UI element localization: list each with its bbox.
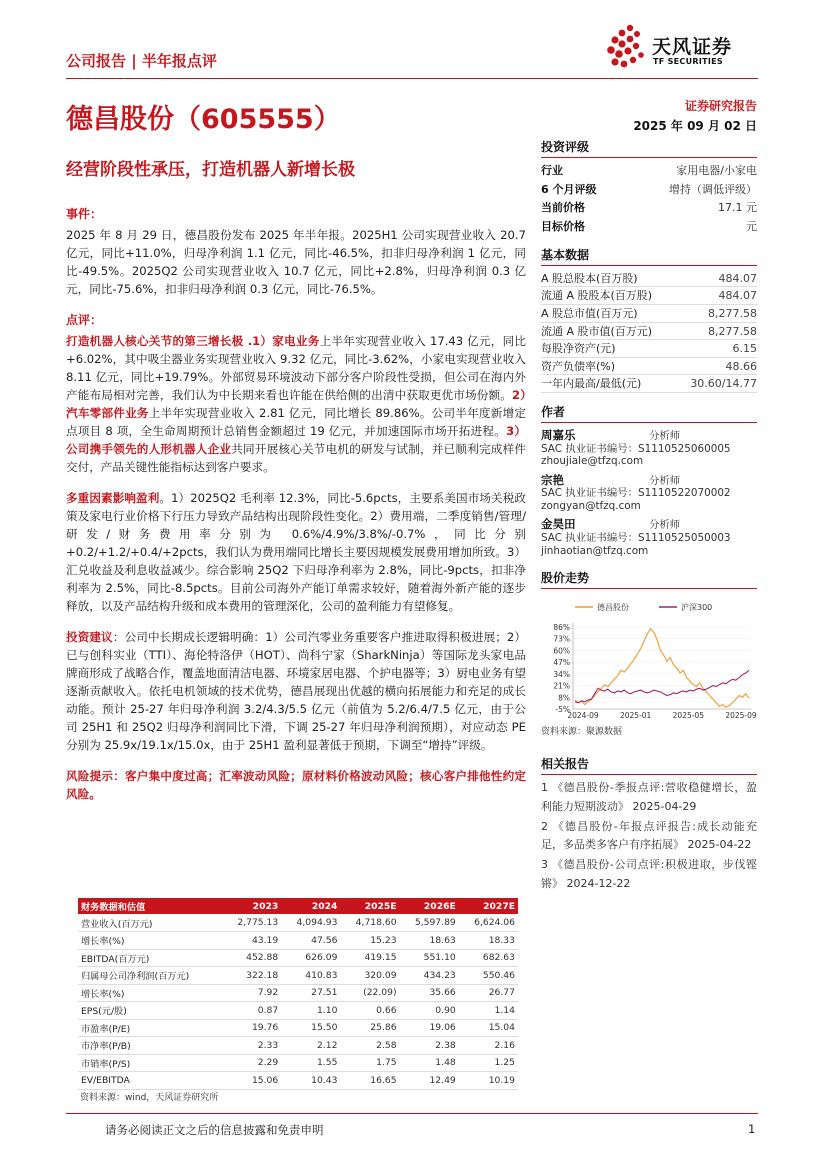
table-cell: 419.15 bbox=[340, 949, 399, 967]
author-name: 宗艳 bbox=[541, 472, 564, 487]
table-cell: 25.86 bbox=[340, 1019, 399, 1037]
legend-label: 德昌股份 bbox=[597, 603, 629, 613]
table-cell: 市销率(P/S) bbox=[78, 1054, 222, 1072]
rating-heading: 投资评级 bbox=[541, 138, 757, 158]
rating-key: 当前价格 bbox=[541, 201, 585, 215]
author-header bbox=[541, 474, 757, 488]
para-text: 上半年实现营业收入 17.43 亿元，同比+6.02%，其中吸尘器业务实现营业收入 9.32 亿元，同比-3.62%，小家电实现营业收入 8.11 亿元，同比+19.79%。外部贸易环境波动下部分客户阶段性受损，但公司在海内外产能布局相对完善，我们认为中长期来看也许能在供给侧的出清中获取更优市场份额。 bbox=[66, 334, 526, 402]
basic-value: 8,277.58 bbox=[708, 306, 757, 320]
related-heading: 相关报告 bbox=[541, 755, 757, 775]
related-report-date: 2024-12-22 bbox=[566, 876, 631, 890]
table-cell: 27.51 bbox=[281, 984, 340, 1002]
y-tick-label: -5% bbox=[555, 705, 570, 715]
table-cell: 1.75 bbox=[340, 1054, 399, 1072]
basic-key: 每股净资产(元) bbox=[541, 342, 616, 356]
table-cell: 15.50 bbox=[281, 1019, 340, 1037]
table-row bbox=[78, 1072, 518, 1090]
table-cell: 2.29 bbox=[222, 1054, 281, 1072]
x-tick-label: 2025-05 bbox=[672, 711, 705, 720]
para-text: 上半年实现营业收入 2.81 亿元，同比增长 89.86%。公司半年度新增定点项目 8 项，全生命周期预计总销售金额超过 19 亿元，并加速国际市场开拓进程。 bbox=[66, 406, 526, 438]
table-cell: 4,718.60 bbox=[340, 914, 399, 932]
related-report-item bbox=[541, 818, 757, 855]
basic-row bbox=[541, 305, 757, 323]
author-role: 分析师 bbox=[649, 519, 681, 532]
table-cell: 1.14 bbox=[459, 1002, 518, 1020]
table-cell: 增长率(%) bbox=[78, 932, 222, 950]
basic-key: A 股总股本(百万股) bbox=[541, 271, 638, 285]
table-header-row bbox=[78, 898, 518, 914]
table-cell: 19.76 bbox=[222, 1019, 281, 1037]
author-cert: SAC 执业证书编号：S1110525060005 bbox=[541, 442, 731, 455]
table-row bbox=[78, 1054, 518, 1072]
author-cert: SAC 执业证书编号：S1110525050003 bbox=[541, 532, 731, 545]
table-row bbox=[78, 984, 518, 1002]
basic-value: 484.07 bbox=[718, 271, 757, 285]
table-cell: 682.63 bbox=[459, 949, 518, 967]
table-row bbox=[78, 1019, 518, 1037]
table-header-cell: 财务数据和估值 bbox=[78, 898, 222, 914]
table-header-cell: 2026E bbox=[400, 898, 459, 914]
x-tick-label: 2025-09 bbox=[725, 711, 757, 720]
chart-source: 资料来源：聚源数据 bbox=[541, 727, 623, 738]
paragraph-investment bbox=[66, 628, 526, 754]
y-tick-label: 8% bbox=[558, 693, 570, 703]
main-text bbox=[66, 205, 526, 816]
table-cell: (22.09) bbox=[340, 984, 399, 1002]
table-cell: EBITDA(百万元) bbox=[78, 949, 222, 967]
basic-row bbox=[541, 340, 757, 358]
table-header-cell: 2027E bbox=[459, 898, 518, 914]
basic-value: 30.60/14.77 bbox=[690, 377, 757, 391]
table-body bbox=[78, 914, 518, 1089]
table-cell: 0.90 bbox=[400, 1002, 459, 1020]
doc-type: 证券研究报告 bbox=[684, 99, 757, 113]
author-email: jinhaotian@tfzq.com bbox=[541, 544, 649, 557]
para-sub-head: 2）汽车零部件业务 bbox=[66, 388, 526, 420]
table-cell: 18.33 bbox=[459, 932, 518, 950]
rating-value: 17.1 元 bbox=[718, 201, 757, 215]
table-header-cell: 2023 bbox=[222, 898, 281, 914]
table-cell: 2.38 bbox=[400, 1037, 459, 1055]
table-cell: 626.09 bbox=[281, 949, 340, 967]
related-report-date: 2025-04-22 bbox=[687, 838, 752, 852]
y-tick-label: 73% bbox=[553, 634, 570, 644]
table-row bbox=[78, 949, 518, 967]
basic-value: 484.07 bbox=[718, 289, 757, 303]
logo-subtext: TF SECURITIES bbox=[653, 57, 723, 66]
rating-row bbox=[541, 181, 757, 200]
table-cell: 434.23 bbox=[400, 967, 459, 985]
footer-divider bbox=[66, 1113, 758, 1114]
rating-key: 6 个月评级 bbox=[541, 182, 597, 196]
author-card bbox=[541, 474, 757, 513]
table-header-cell: 2025E bbox=[340, 898, 399, 914]
series-line-index bbox=[575, 671, 749, 703]
table-cell: 5,597.89 bbox=[400, 914, 459, 932]
basic-key: 流通 A 股市值(百万元) bbox=[541, 324, 653, 338]
table-cell: 2.33 bbox=[222, 1037, 281, 1055]
para-sub-head: 1）家电业务 bbox=[252, 334, 320, 348]
table-cell: 452.88 bbox=[222, 949, 281, 967]
table-row bbox=[78, 1037, 518, 1055]
page-number: 1 bbox=[748, 1122, 756, 1136]
rating-row bbox=[541, 218, 757, 237]
basic-key: 流通 A 股股本(百万股) bbox=[541, 289, 653, 303]
sidebar bbox=[541, 138, 757, 895]
report-type: 公司报告 | 半年报点评 bbox=[66, 52, 217, 70]
table-cell: 2.58 bbox=[340, 1037, 399, 1055]
rating-row bbox=[541, 162, 757, 181]
para-lead: 打造机器人核心关节的第三增长极 . bbox=[66, 334, 253, 348]
basic-data-table bbox=[541, 270, 757, 393]
financial-table bbox=[78, 898, 518, 1090]
related-report-date: 2025-04-29 bbox=[632, 799, 697, 813]
related-report-title: 2 《德昌股份-年报点评报告:成长动能充足，多品类多客户有序拓展》 bbox=[541, 819, 757, 852]
table-cell: 35.66 bbox=[400, 984, 459, 1002]
para-sub-head: 3）公司携手领先的人形机器人企业 bbox=[66, 424, 526, 456]
table-cell: 16.65 bbox=[340, 1072, 399, 1090]
table-header-cell: 2024 bbox=[281, 898, 340, 914]
author-name: 金昊田 bbox=[541, 517, 576, 532]
table-row bbox=[78, 914, 518, 932]
author-email: zhoujiale@tfzq.com bbox=[541, 455, 644, 468]
rating-value: 增持（调低评级） bbox=[669, 182, 757, 196]
basic-row bbox=[541, 287, 757, 305]
basic-row bbox=[541, 358, 757, 376]
table-cell: 归属母公司净利润(百万元) bbox=[78, 967, 222, 985]
table-cell: 18.63 bbox=[400, 932, 459, 950]
report-date: 2025 年 09 月 02 日 bbox=[633, 119, 757, 133]
y-tick-label: 60% bbox=[553, 646, 570, 656]
basic-key: 资产负债率(%) bbox=[541, 359, 616, 373]
table-cell: 2.12 bbox=[281, 1037, 340, 1055]
basic-heading: 基本数据 bbox=[541, 246, 757, 266]
y-tick-label: 86% bbox=[553, 623, 570, 633]
legend-label: 沪深300 bbox=[681, 603, 713, 613]
table-source: 资料来源：wind，天风证券研究所 bbox=[80, 1093, 219, 1103]
author-cert: SAC 执业证书编号：S1110522070002 bbox=[541, 487, 731, 500]
table-cell: 市盈率(P/E) bbox=[78, 1019, 222, 1037]
y-tick-label: 21% bbox=[553, 681, 570, 691]
table-cell: 551.10 bbox=[400, 949, 459, 967]
table-cell: 1.10 bbox=[281, 1002, 340, 1020]
company-title: 德昌股份（605555） bbox=[66, 104, 341, 135]
risk-warning: 风险提示：客户集中度过高；汇率波动风险；原材料价格波动风险；核心客户排他性约定风险。 bbox=[66, 769, 526, 801]
author-card bbox=[541, 429, 757, 468]
related-report-title: 1 《德昌股份-季报点评:营收稳健增长，盈利能力短期波动》 bbox=[541, 781, 757, 813]
table-cell: 410.83 bbox=[281, 967, 340, 985]
related-report-title: 3 《德昌股份-公司点评:积极进取，步伐铿锵》 bbox=[541, 858, 757, 890]
rating-key: 目标价格 bbox=[541, 220, 585, 234]
para-text: 共同开展核心关节电机的研发与试制，并已顺利完成样件交付，产品关键性能指标达到客户要求。 bbox=[66, 442, 526, 474]
table-cell: 10.19 bbox=[459, 1072, 518, 1090]
table-cell: 增长率(%) bbox=[78, 984, 222, 1002]
table-cell: 322.18 bbox=[222, 967, 281, 985]
table-cell: EV/EBITDA bbox=[78, 1072, 222, 1090]
related-report-item bbox=[541, 779, 757, 816]
table-cell: 1.48 bbox=[400, 1054, 459, 1072]
basic-row bbox=[541, 270, 757, 288]
rating-value: 家用电器/小家电 bbox=[676, 164, 757, 177]
related-reports bbox=[541, 779, 757, 893]
author-header bbox=[541, 429, 757, 443]
rating-table bbox=[541, 162, 757, 237]
paragraph-profit bbox=[66, 489, 526, 615]
table-cell: 15.06 bbox=[222, 1072, 281, 1090]
basic-row bbox=[541, 375, 757, 393]
table-cell: 2,775.13 bbox=[222, 914, 281, 932]
table-cell: 1.55 bbox=[281, 1054, 340, 1072]
table-cell: 营业收入(百万元) bbox=[78, 914, 222, 932]
author-role: 分析师 bbox=[649, 429, 681, 442]
author-card bbox=[541, 518, 757, 557]
table-cell: 1.25 bbox=[459, 1054, 518, 1072]
para-text: ：公司中长期成长逻辑明确：1）公司汽零业务重要客户推进取得积极进展；2）已与创科实业（TTI）、海伦特洛伊（HOT）、尚科宁家（SharkNinja）等国际龙头家电品牌商形成了战略合作，覆盖地面清洁电器、环境家居电器、个护电器等；3）厨电业务有望逐渐贡献收入。依托电机领域的技术优势，德昌展现出优越的横向拓展能力和充足的成长动能。预计 25-27 年归母净利润 3.2/4.3/5.5 亿元（前值为 5.2/6.4/7.5 亿元，由于公司 25H1 和 25Q2 归母净利润同比下滑，下调 25-27 年归母净利润预期），对应动态 PE 分别为 25.9x/19.1x/15.0x，由于 25H1 盈利显著低于预期，下调至“增持”评级。 bbox=[66, 630, 526, 752]
rating-key: 行业 bbox=[541, 164, 563, 177]
rating-row bbox=[541, 199, 757, 218]
y-tick-label: 34% bbox=[553, 670, 570, 680]
price-chart-svg bbox=[541, 599, 757, 719]
table-cell: 19.06 bbox=[400, 1019, 459, 1037]
table-row bbox=[78, 967, 518, 985]
table-cell: 43.19 bbox=[222, 932, 281, 950]
table-row bbox=[78, 1002, 518, 1020]
table-cell: 320.09 bbox=[340, 967, 399, 985]
event-paragraph: 2025 年 8 月 29 日，德昌股份发布 2025 年半年报。2025H1 公司实现营业收入 20.7 亿元，同比+11.0%，归母净利润 1.1 亿元，同比-46.5%，扣非归母净利润 1 亿元，同比-49.5%。2025Q2 公司实现营业收入 10.7 亿元，同比+2.8%，归母净利润 0.3 亿元，同比-75.6%，扣非归母净利润 0.3 亿元，同比-76.5%。 bbox=[66, 228, 526, 296]
table-cell: 10.43 bbox=[281, 1072, 340, 1090]
header-divider bbox=[66, 78, 758, 79]
x-tick-label: 2024-09 bbox=[567, 711, 599, 720]
table-cell: 2.16 bbox=[459, 1037, 518, 1055]
basic-value: 48.66 bbox=[725, 359, 757, 373]
para-text: 。1）2025Q2 毛利率 12.3%，同比-5.6pcts，主要系美国市场关税政策及家电行业价格下行压力导致产品结构出现阶段性变化。2）费用端，二季度销售/管理/研发/财务费用率分别为 0.6%/4.9%/3.8%/-0.7%，同比分别+0.2/+1.2/+0.4/+2pcts，我们认为费用端同比增长主要因规模发展费用增加所致。3）汇兑收益及利息收益减少。综合影响 25Q2 下归母净利率为 2.8%，同比-9pcts，扣非净利率为 2.5%，同比-8.5pcts。目前公司海外产能订单需求较好，随着海外新产能的逐步释放，以及产品结构升级和成本费用的管理深化，公司的盈利能力有望修复。 bbox=[66, 491, 526, 613]
rating-value: 元 bbox=[746, 220, 757, 234]
authors-heading: 作者 bbox=[541, 403, 757, 423]
table-cell: 4,094.93 bbox=[281, 914, 340, 932]
table-cell: 26.77 bbox=[459, 984, 518, 1002]
table-cell: 6,624.06 bbox=[459, 914, 518, 932]
author-email: zongyan@tfzq.com bbox=[541, 499, 641, 512]
table-row bbox=[78, 932, 518, 950]
table-cell: 15.04 bbox=[459, 1019, 518, 1037]
chart-heading: 股价走势 bbox=[541, 569, 757, 589]
basic-value: 8,277.58 bbox=[708, 324, 757, 338]
table-cell: EPS(元/股) bbox=[78, 1002, 222, 1020]
series-line-stock bbox=[575, 629, 749, 707]
table-cell: 15.23 bbox=[340, 932, 399, 950]
event-heading: 事件： bbox=[66, 207, 103, 221]
table-cell: 47.56 bbox=[281, 932, 340, 950]
author-role: 分析师 bbox=[649, 474, 681, 487]
related-report-item bbox=[541, 856, 757, 893]
table-cell: 550.46 bbox=[459, 967, 518, 985]
table-cell: 7.92 bbox=[222, 984, 281, 1002]
paragraph-robot bbox=[66, 332, 526, 476]
headline: 经营阶段性承压，打造机器人新增长极 bbox=[66, 160, 355, 180]
table-cell: 12.49 bbox=[400, 1072, 459, 1090]
para-lead: 多重因素影响盈利 bbox=[66, 491, 160, 505]
author-list bbox=[541, 429, 757, 557]
para-lead: 投资建议 bbox=[66, 630, 113, 644]
table-cell: 0.87 bbox=[222, 1002, 281, 1020]
basic-row bbox=[541, 323, 757, 341]
table-cell: 市净率(P/B) bbox=[78, 1037, 222, 1055]
disclaimer: 请务必阅读正文之后的信息披露和免责申明 bbox=[105, 1123, 324, 1137]
x-tick-label: 2025-01 bbox=[619, 711, 652, 720]
price-chart bbox=[541, 599, 757, 722]
basic-key: A 股总市值(百万元) bbox=[541, 306, 638, 320]
y-tick-label: 47% bbox=[553, 658, 570, 668]
basic-value: 6.15 bbox=[732, 342, 757, 356]
author-header bbox=[541, 518, 757, 532]
basic-key: 一年内最高/最低(元) bbox=[541, 377, 642, 391]
comment-heading: 点评： bbox=[66, 313, 103, 327]
table-cell: 0.66 bbox=[340, 1002, 399, 1020]
author-name: 周嘉乐 bbox=[541, 427, 576, 442]
logo-text: 天风证券 bbox=[652, 36, 733, 58]
